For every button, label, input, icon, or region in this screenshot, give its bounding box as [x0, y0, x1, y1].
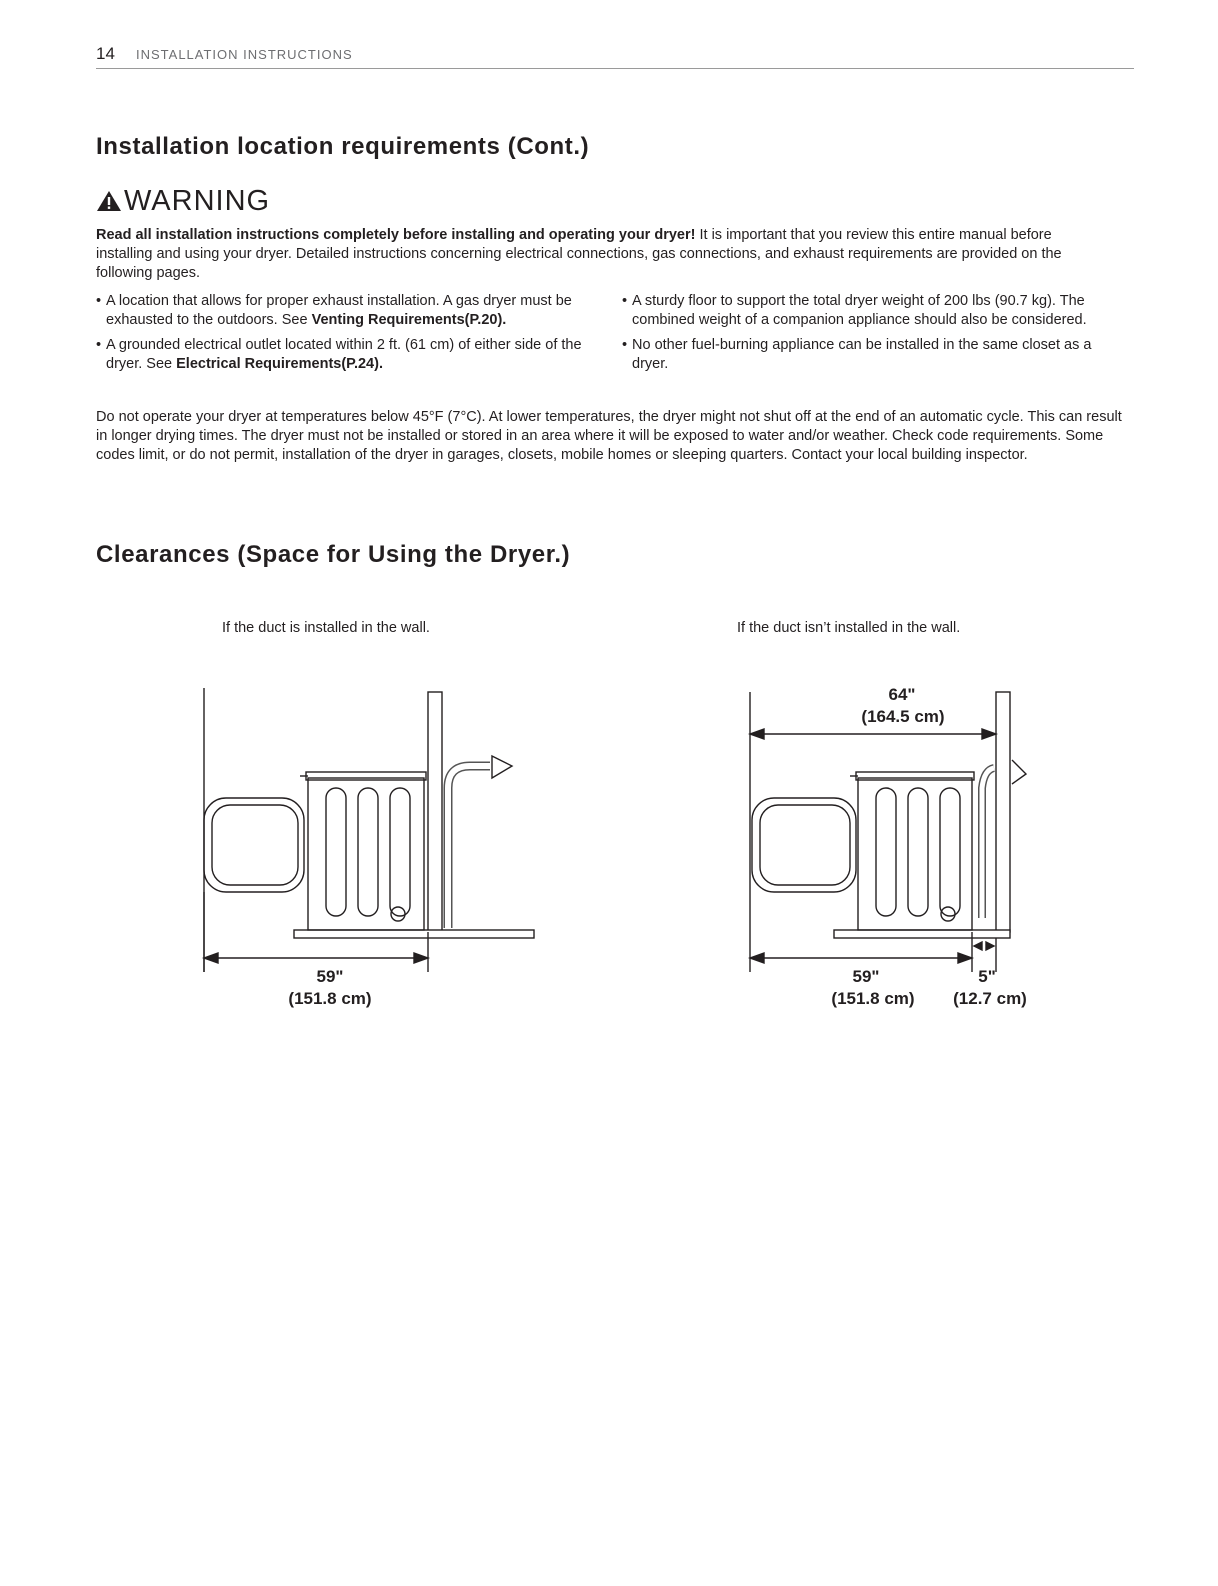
warning-intro-rest: It is important that you review this entire manual before installing and using your dryer. Detailed instructions concerning electrical connections, gas connections, and exhaust requirements are provided on the following pages.	[96, 227, 1062, 281]
figure-caption-right: If the duct isn’t installed in the wall.	[737, 620, 961, 636]
section-label: INSTALLATION INSTRUCTIONS	[136, 47, 353, 62]
warning-intro	[96, 226, 1096, 283]
page-header	[96, 44, 1134, 69]
floor	[834, 930, 1010, 938]
wall	[428, 692, 442, 932]
figure-duct-in-wall	[200, 688, 540, 988]
dryer-body	[858, 778, 972, 930]
dim-width-in-right: 59"	[852, 967, 880, 986]
dim-width-cm-left: (151.8 cm)	[288, 989, 372, 1008]
page-number: 14	[96, 44, 115, 63]
figure-caption-left: If the duct is installed in the wall.	[222, 620, 430, 636]
dim-gap-cm-right: (12.7 cm)	[953, 989, 1027, 1008]
wall	[996, 692, 1010, 932]
list-item: • No other fuel-burning appliance can be installed in the same closet as a dryer.	[622, 336, 1117, 374]
electrical-reference: Electrical Requirements(P.24)	[176, 356, 379, 372]
venting-reference: Venting Requirements(P.20)	[311, 312, 503, 328]
dim-total-cm-right: (164.5 cm)	[861, 707, 945, 726]
list-item: • A location that allows for proper exhaust installation. A gas dryer must be exhausted to the outdoors. See Venting Requirements(P.20).	[96, 292, 596, 330]
dryer-door	[204, 798, 304, 892]
bullet-column-left	[96, 292, 596, 380]
warning-label: WARNING	[124, 184, 271, 217]
warning-intro-bold: Read all installation instructions completely before installing and operating your dryer!	[96, 227, 696, 243]
dryer-door	[752, 798, 856, 892]
warning-triangle-icon	[96, 190, 122, 212]
floor	[294, 930, 534, 938]
list-item: • A grounded electrical outlet located within 2 ft. (61 cm) of either side of the dryer. See Electrical Requirements(P.24).	[96, 336, 596, 374]
temperature-note: Do not operate your dryer at temperatures below 45°F (7°C). At lower temperatures, the dryer might not shut off at the end of an automatic cycle. This can result in longer drying times. The dryer must not be installed or stored in an area where it will be exposed to water and/or weather. Check code requirements. Some codes limit, or do not permit, installation of the dryer in garages, closets, mobile homes or sleeping quarters. Contact your local building inspector.	[96, 409, 1122, 463]
dim-total-in-right: 64"	[888, 685, 916, 704]
dim-width-cm-right: (151.8 cm)	[831, 989, 915, 1008]
bullet-column-right	[622, 292, 1117, 380]
dim-width-in-left: 59"	[316, 967, 344, 986]
section-title-clearances: Clearances (Space for Using the Dryer.)	[96, 541, 571, 568]
warning-heading	[96, 186, 270, 216]
dim-gap-in-right: 5"	[978, 967, 996, 986]
list-item: • A sturdy floor to support the total dryer weight of 200 lbs (90.7 kg). The combined weight of a companion appliance should also be considered.	[622, 292, 1117, 330]
figure-duct-not-in-wall	[748, 688, 1038, 988]
section-title-location: Installation location requirements (Cont.)	[96, 133, 590, 160]
